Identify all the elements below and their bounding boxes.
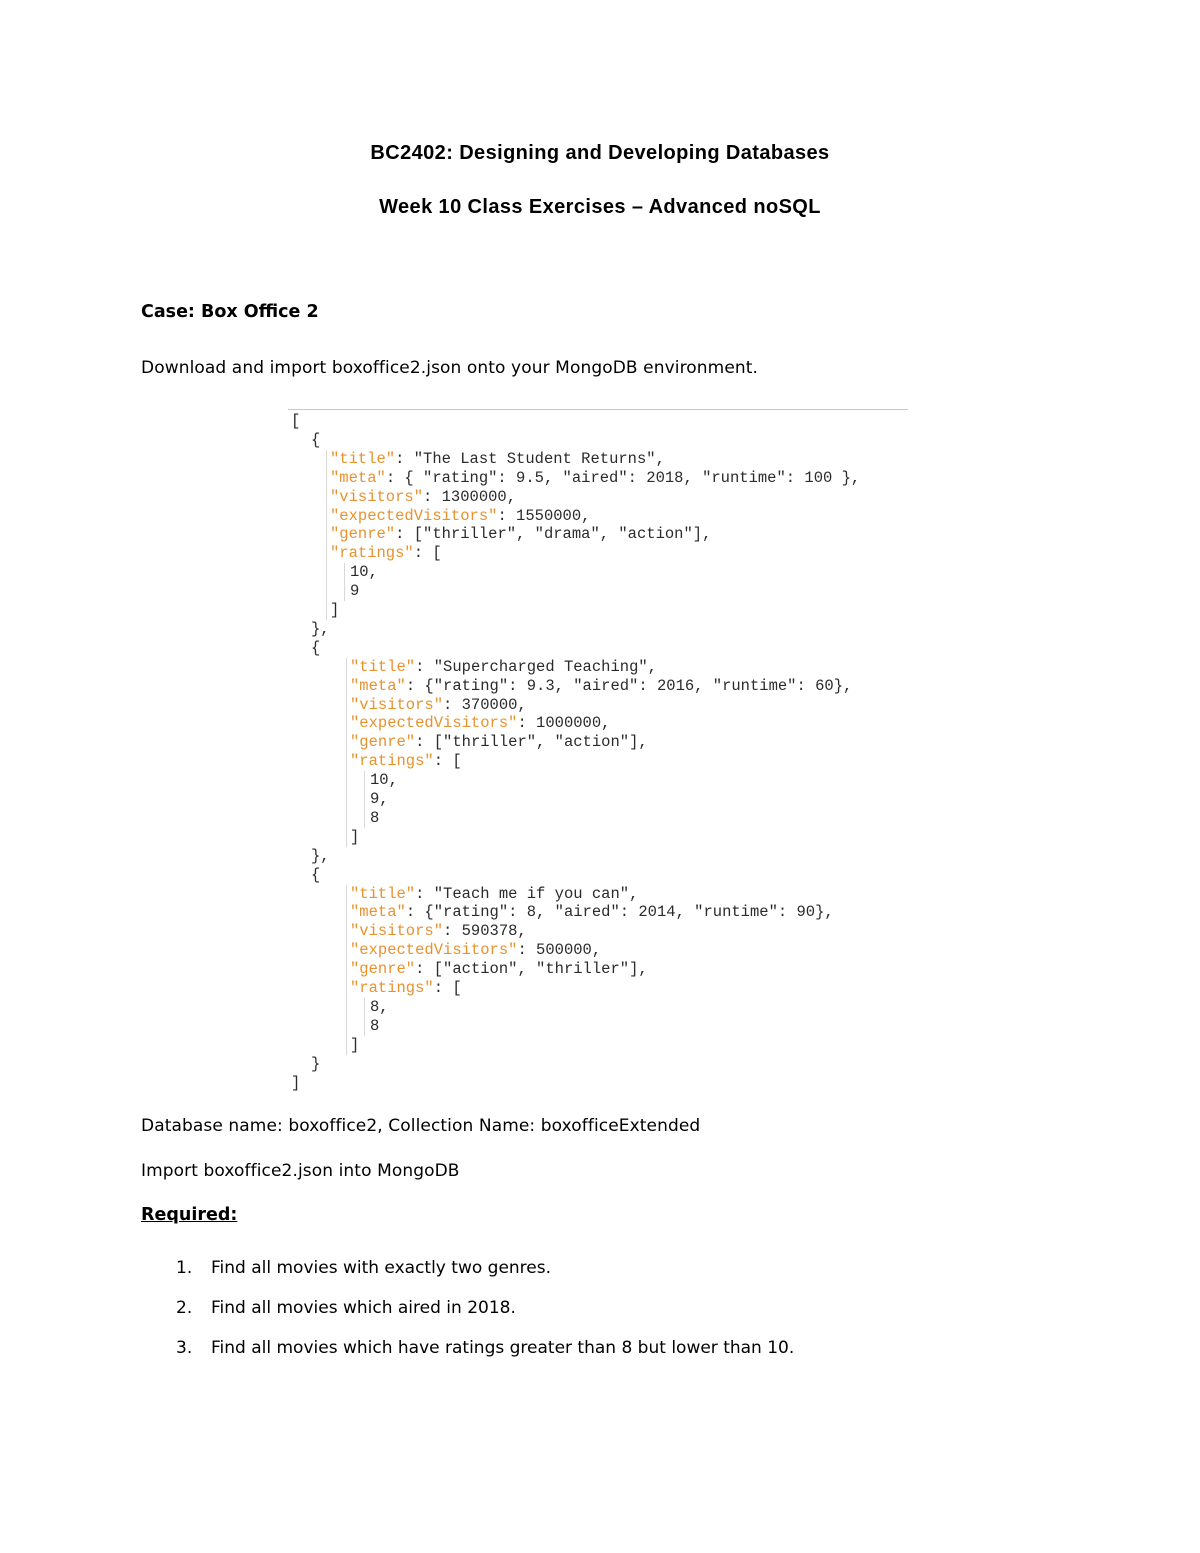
code-ratings-close: ] bbox=[350, 1035, 360, 1054]
code-field-visitors: "visitors": 1300000, bbox=[330, 487, 517, 506]
import-instruction: Import boxoffice2.json into MongoDB bbox=[141, 1161, 460, 1181]
task-number: 1. bbox=[176, 1258, 193, 1278]
task-number: 3. bbox=[176, 1338, 193, 1358]
code-field-ratings: "ratings": [ bbox=[330, 544, 442, 563]
code-field-expected-visitors: "expectedVisitors": 500000, bbox=[350, 941, 602, 960]
code-ratings-close: ] bbox=[350, 827, 360, 846]
code-document-open: { bbox=[311, 638, 321, 657]
indent-guide bbox=[364, 771, 365, 828]
code-document-close: }, bbox=[311, 619, 330, 638]
code-rating-value: 10, bbox=[350, 563, 378, 582]
code-ratings-close: ] bbox=[330, 601, 340, 619]
code-document-open: { bbox=[311, 430, 321, 449]
case-heading: Case: Box Office 2 bbox=[141, 302, 319, 322]
indent-guide bbox=[364, 998, 365, 1036]
indent-guide bbox=[344, 563, 345, 601]
code-field-visitors: "visitors": 590378, bbox=[350, 922, 527, 941]
code-block-top-rule bbox=[288, 409, 908, 410]
code-field-expected-visitors: "expectedVisitors": 1000000, bbox=[350, 714, 611, 733]
required-heading: Required: bbox=[141, 1205, 238, 1225]
code-field-meta: "meta": {"rating": 9.3, "aired": 2016, "runtime": 60}, bbox=[350, 676, 853, 695]
code-field-genre: "genre": ["thriller", "action"], bbox=[350, 733, 648, 752]
code-rating-value: 8 bbox=[370, 808, 380, 827]
code-field-ratings: "ratings": [ bbox=[350, 979, 462, 997]
code-rating-value: 9, bbox=[370, 790, 389, 808]
task-text: Find all movies which have ratings greater than 8 but lower than 10. bbox=[211, 1338, 795, 1358]
exercise-title: Week 10 Class Exercises – Advanced noSQL bbox=[379, 196, 821, 218]
code-document-close: }, bbox=[311, 846, 330, 865]
task-text: Find all movies which aired in 2018. bbox=[211, 1298, 516, 1318]
code-rating-value: 9 bbox=[350, 582, 360, 601]
indent-guide bbox=[346, 658, 347, 847]
code-document-close: } bbox=[311, 1054, 321, 1073]
download-instruction: Download and import boxoffice2.json onto your MongoDB environment. bbox=[141, 358, 759, 378]
task-number: 2. bbox=[176, 1298, 193, 1318]
database-info: Database name: boxoffice2, Collection Name: boxofficeExtended bbox=[141, 1116, 701, 1136]
code-field-title: "title": "Supercharged Teaching", bbox=[350, 657, 657, 676]
code-field-genre: "genre": ["action", "thriller"], bbox=[350, 960, 648, 979]
task-text: Find all movies with exactly two genres. bbox=[211, 1258, 552, 1278]
code-field-meta: "meta": {"rating": 8, "aired": 2014, "runtime": 90}, bbox=[350, 903, 834, 922]
course-title: BC2402: Designing and Developing Databases bbox=[370, 142, 830, 164]
code-rating-value: 10, bbox=[370, 771, 398, 790]
code-field-expected-visitors: "expectedVisitors": 1550000, bbox=[330, 506, 591, 525]
code-field-title: "title": "Teach me if you can", bbox=[350, 884, 639, 903]
code-field-visitors: "visitors": 370000, bbox=[350, 695, 527, 714]
code-field-genre: "genre": ["thriller", "drama", "action"], bbox=[330, 525, 712, 544]
code-rating-value: 8 bbox=[370, 1016, 380, 1035]
code-close-bracket: ] bbox=[291, 1073, 301, 1092]
indent-guide bbox=[326, 450, 327, 620]
code-document-open: { bbox=[311, 865, 321, 884]
code-field-title: "title": "The Last Student Returns", bbox=[330, 449, 665, 468]
code-field-ratings: "ratings": [ bbox=[350, 752, 462, 771]
indent-guide bbox=[346, 885, 347, 1055]
code-field-meta: "meta": { "rating": 9.5, "aired": 2018, "runtime": 100 }, bbox=[330, 468, 861, 487]
code-rating-value: 8, bbox=[370, 997, 389, 1016]
code-open-bracket: [ bbox=[291, 412, 301, 430]
